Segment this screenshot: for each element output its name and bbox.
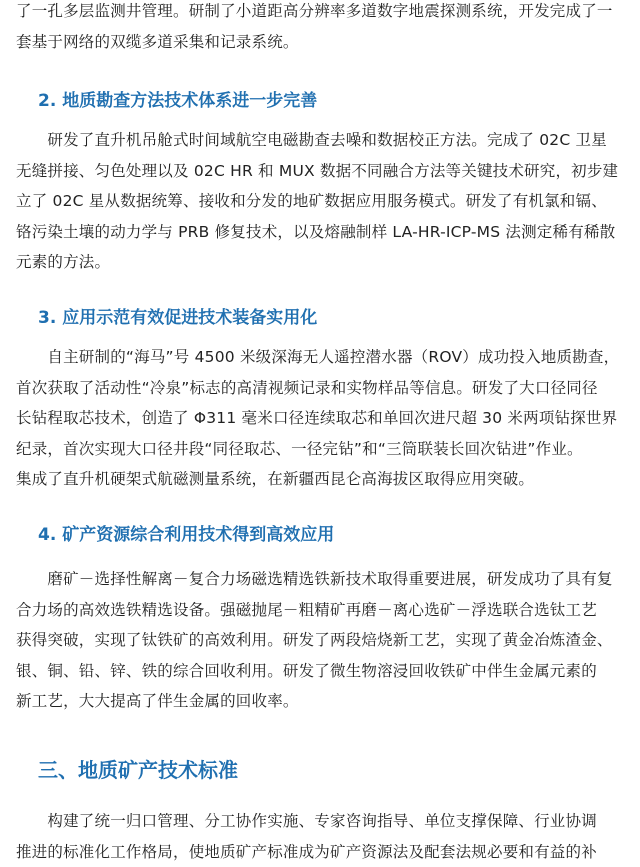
subheading-resource-utilization: 4. 矿产资源综合利用技术得到高效应用: [38, 525, 335, 545]
subheading-block-2: [0, 88, 640, 114]
paragraph-equipment-application: 自主研制的“海马”号 4500 米级深海无人遥控潜水器（ROV）成功投入地质勘查， 首次获取了活动性“冷泉”标志的高清视频记录和实物样品等信息。研发了大口径同径 长钻程取芯技术，创造了 Φ311 毫米口径连续取芯和单回次进尺超 30 米两项钻探世界 纪录，首次实现大口径井段“同径取芯、一径完钻”和“三筒联装长回次钻进”作业。 集成了直升机硬架式航磁测量系统，在新疆西昆仑高海拔区取得应用突破。: [16, 348, 620, 488]
paragraph-technical-standards: 构建了统一归口管理、分工协作实施、专家咨询指导、单位支撑保障、行业协调 推进的标准化工作格局，使地质矿产标准成为矿产资源法及配套法规必要和有益的补: [16, 812, 597, 861]
section-heading-block: [0, 756, 640, 784]
subheading-block-3: [0, 305, 640, 331]
paragraph-continuation: 了一孔多层监测井管理。研制了小道距高分辨率多道数字地震探测系统，开发完成了一 套基于网络的双缆多道采集和记录系统。: [16, 2, 613, 51]
subheading-survey-methods: 2. 地质勘查方法技术体系进一步完善: [38, 91, 318, 111]
paragraph-block-4: [0, 564, 640, 717]
section-heading-technical-standards: 三、地质矿产技术标准: [38, 758, 238, 782]
subheading-block-4: [0, 522, 640, 548]
paragraph-survey-methods: 研发了直升机吊舱式时间域航空电磁勘查去噪和数据校正方法。完成了 02C 卫星 无缝拼接、匀色处理以及 02C HR 和 MUX 数据不同融合方法等关键技术研究，初步建 立了 02C 星从数据统筹、接收和分发的地矿数据应用服务模式。研发了有机氯和镉、 铬污染土壤的动力学与 PRB 修复技术，以及熔融制样 LA-HR-ICP-MS 法测定稀有稀散 元素的方法。: [16, 131, 619, 271]
subheading-equipment-application: 3. 应用示范有效促进技术装备实用化: [38, 308, 318, 328]
paragraph-block-5: [0, 806, 640, 867]
paragraph-block-3: [0, 342, 640, 495]
paragraph-block-2: [0, 125, 640, 278]
paragraph-intro-block: [0, 0, 640, 57]
paragraph-resource-utilization: 磨矿－选择性解离－复合力场磁选精选铁新技术取得重要进展，研发成功了具有复 合力场的高效选铁精选设备。强磁抛尾－粗精矿再磨－离心选矿－浮选联合选钛工艺 获得突破，实现了钛铁矿的高效利用。研发了两段焙烧新工艺，实现了黄金冶炼渣金、 银、铜、铅、锌、铁的综合回收利用。研发了微生物溶浸回收铁矿中伴生金属元素的 新工艺，大大提高了伴生金属的回收率。: [16, 570, 613, 710]
